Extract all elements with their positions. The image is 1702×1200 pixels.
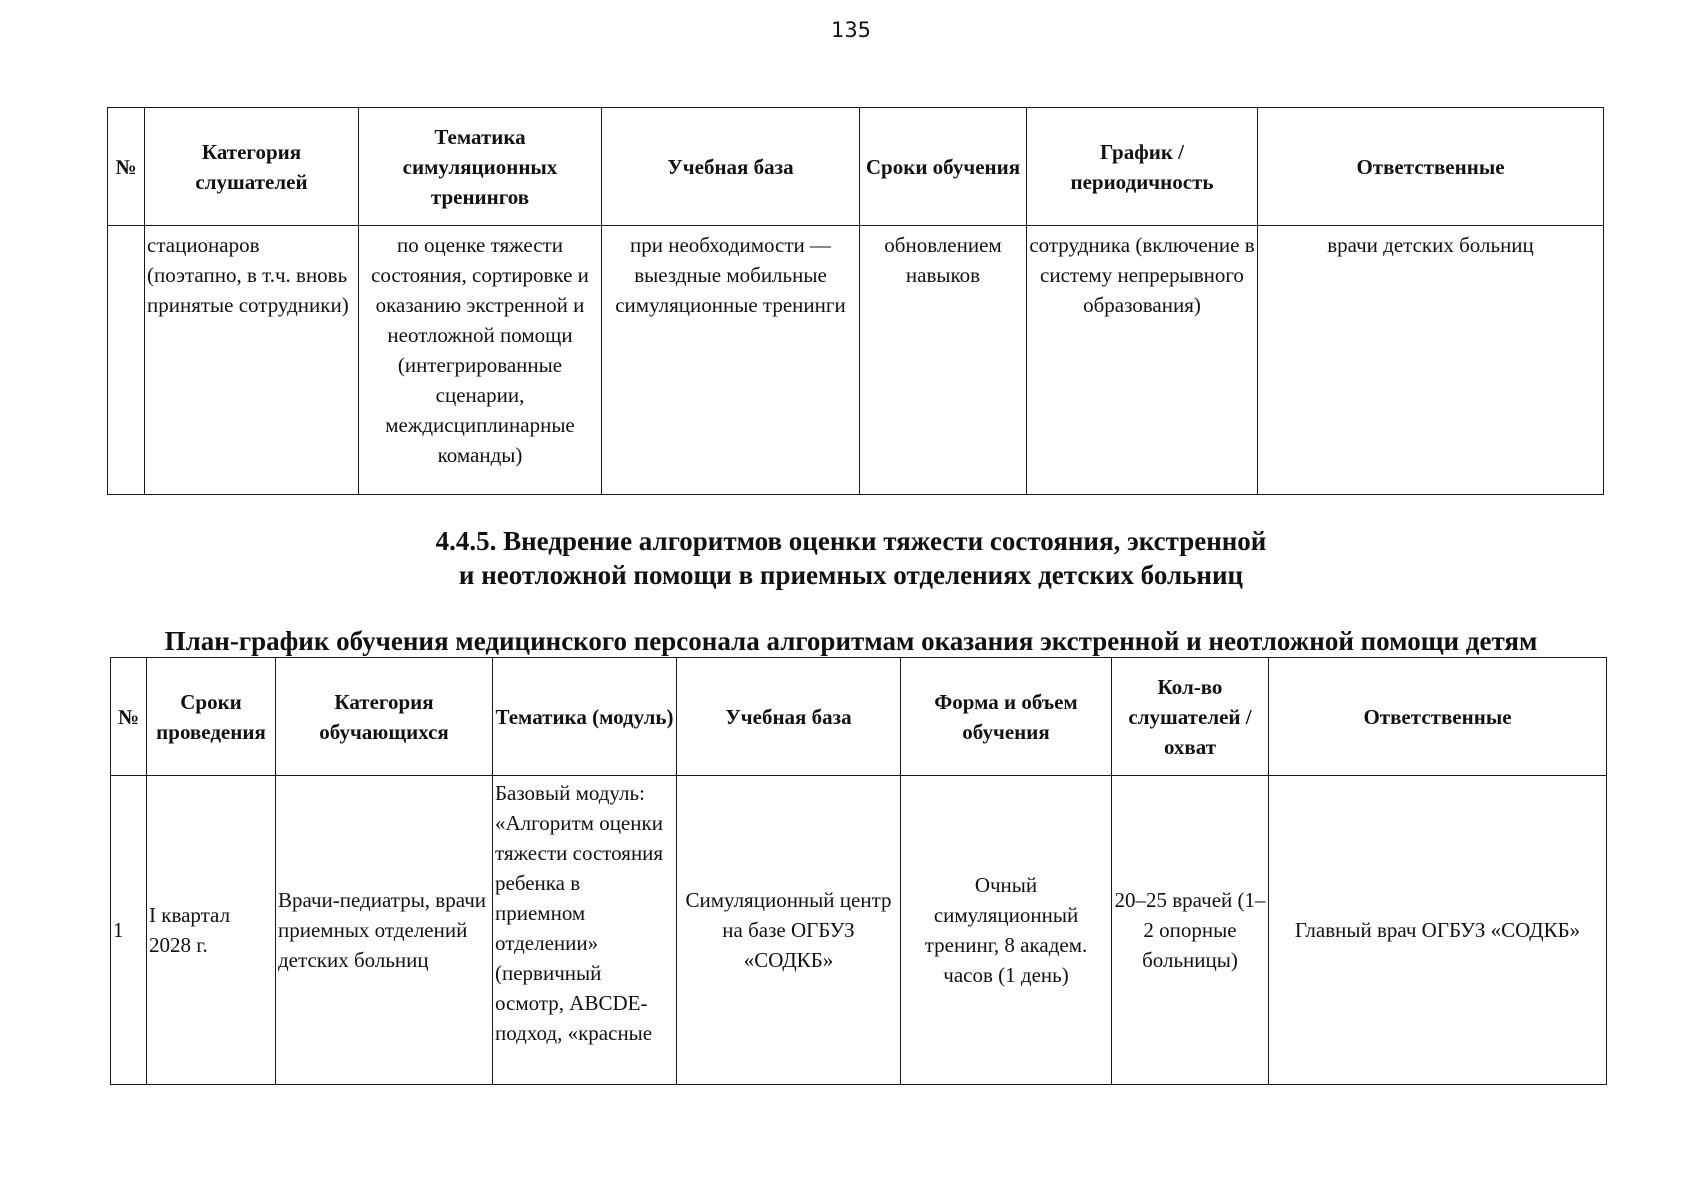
cell-form-volume: Очный симуляционный тренинг, 8 академ. часов (1 день) [901, 776, 1112, 1085]
plan-title: План-график обучения медицинского персонала алгоритмам оказания экстренной и неотложной помощи детям [164, 626, 1538, 656]
cell-responsible: врачи детских больниц [1258, 226, 1604, 495]
section-title-line-2: и неотложной помощи в приемных отделениях детских больниц [458, 560, 1244, 590]
col-header-responsible: Ответственные [1269, 658, 1607, 776]
cell-training-base: Симуляционный центр на базе ОГБУЗ «СОДКБ» [677, 776, 901, 1085]
cell-dates: I квартал 2028 г. [147, 776, 276, 1085]
section-title [0, 524, 1702, 592]
cell-participants: 20–25 врачей (1–2 опорные больницы) [1112, 776, 1269, 1085]
col-header-training-topics: Тематика симуляционных тренингов [359, 108, 602, 226]
table-header-row [108, 108, 1604, 226]
table-row [108, 226, 1604, 495]
col-header-participants: Кол-во слушателей / охват [1112, 658, 1269, 776]
cell-training-topics: по оценке тяжести состояния, сортировке и оказанию экстренной и неотложной помощи (интегрированные сценарии, междисциплинарные команды) [359, 226, 602, 495]
col-header-training-base: Учебная база [677, 658, 901, 776]
table-header-row [111, 658, 1607, 776]
col-header-training-terms: Сроки обучения [860, 108, 1027, 226]
cell-training-base: при необходимости — выездные мобильные симуляционные тренинги [602, 226, 860, 495]
col-header-responsible: Ответственные [1258, 108, 1604, 226]
col-header-form-volume: Форма и объем обучения [901, 658, 1112, 776]
cell-module [493, 776, 677, 1085]
col-header-module: Тематика (модуль) [493, 658, 677, 776]
cell-number [108, 226, 145, 495]
cell-responsible: Главный врач ОГБУЗ «СОДКБ» [1269, 776, 1607, 1085]
table-row [111, 776, 1607, 1085]
cell-number: 1 [111, 776, 147, 1085]
section-title-line-1: 4.4.5. Внедрение алгоритмов оценки тяжести состояния, экстренной [435, 526, 1267, 556]
training-table-continued [107, 107, 1604, 495]
col-header-listener-category: Категория слушателей [145, 108, 359, 226]
cell-schedule: сотрудника (включение в систему непрерывного образования) [1027, 226, 1258, 495]
col-header-number: № [108, 108, 145, 226]
training-plan-table [110, 657, 1607, 1085]
col-header-number: № [111, 658, 147, 776]
cell-module-text: Базовый модуль: «Алгоритм оценки тяжести состояния ребенка в приемном отделении» (первичный осмотр, ABCDE-подход, «красные [495, 781, 664, 1045]
col-header-trainee-category: Категория обучающихся [276, 658, 493, 776]
page-number: 135 [830, 18, 872, 42]
col-header-schedule: График / периодичность [1027, 108, 1258, 226]
cell-training-terms: обновлением навыков [860, 226, 1027, 495]
col-header-dates: Сроки проведения [147, 658, 276, 776]
cell-listener-category: стационаров (поэтапно, в т.ч. вновь принятые сотрудники) [145, 226, 359, 495]
cell-trainee-category: Врачи-педиатры, врачи приемных отделений детских больниц [276, 776, 493, 1085]
col-header-training-base: Учебная база [602, 108, 860, 226]
